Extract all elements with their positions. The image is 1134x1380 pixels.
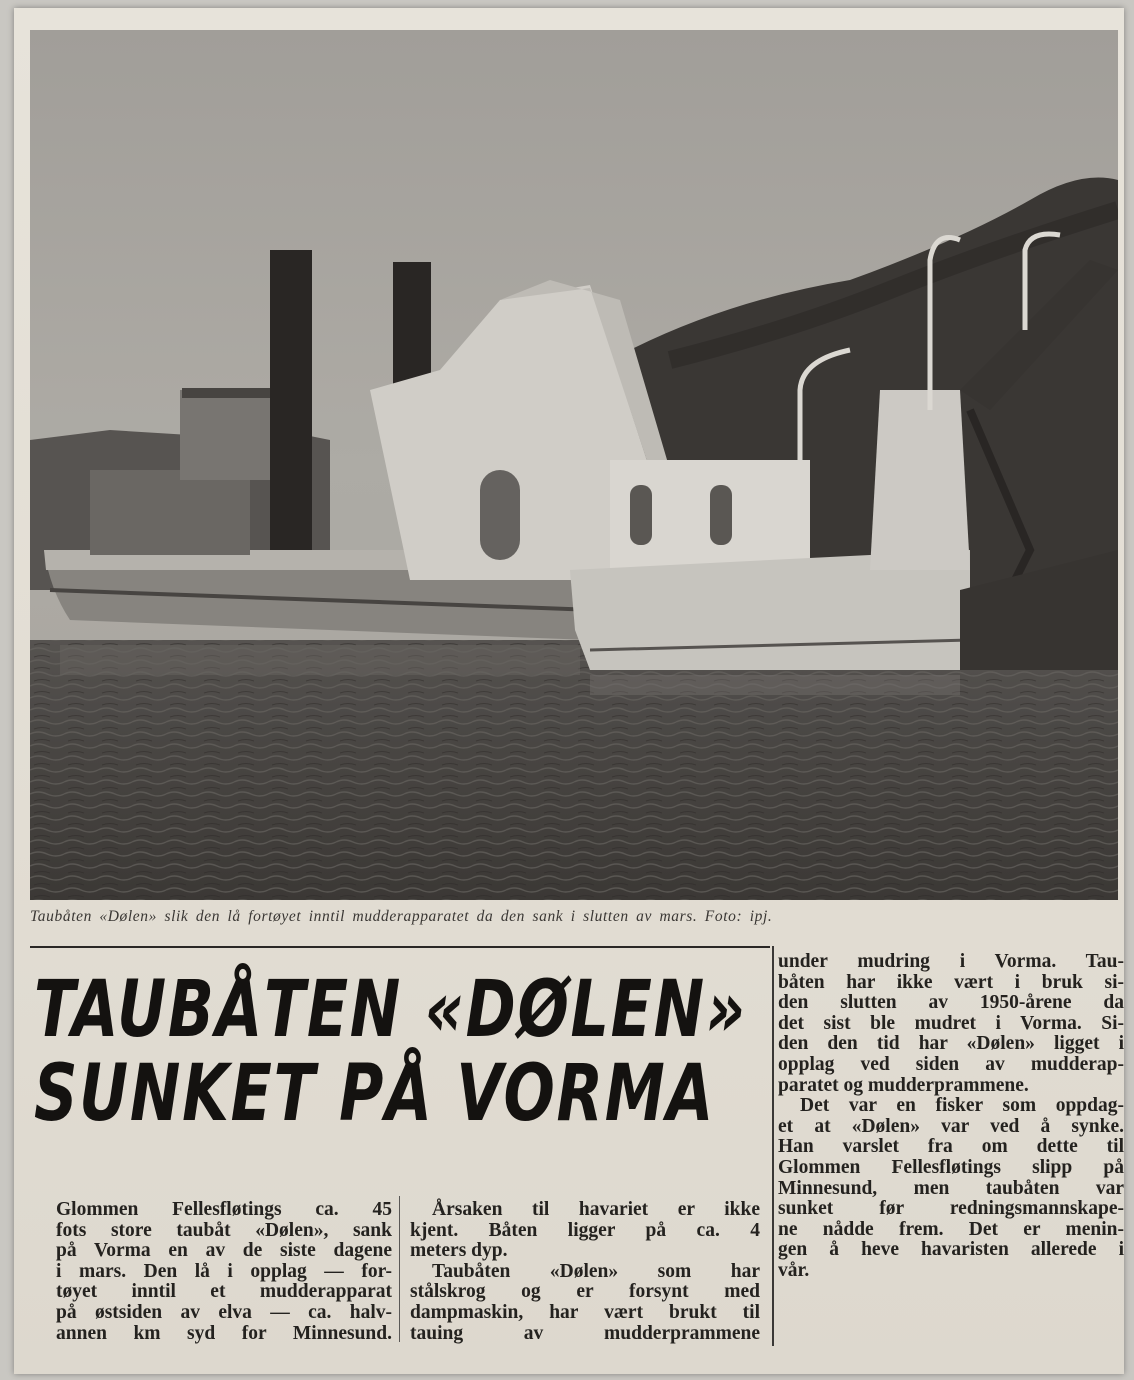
divider-vertical-columns <box>399 1196 400 1342</box>
text-line: vår. <box>778 1259 810 1281</box>
text-line: sunket før redningsmannskape- <box>778 1198 1124 1220</box>
newspaper-clipping <box>14 8 1124 1374</box>
text-line: Taubåten «Dølen» som har <box>432 1260 760 1282</box>
divider-horizontal <box>30 946 770 948</box>
text-line: tauing av mudderprammene <box>410 1322 760 1344</box>
photo-illustration <box>30 30 1118 900</box>
text-line: den slutten av 1950-årene da <box>778 992 1124 1014</box>
text-line: dampmaskin, har vært brukt til <box>410 1301 760 1323</box>
text-line: på Vorma en av de siste dagene <box>56 1240 392 1262</box>
text-line: meters dyp. <box>410 1240 508 1262</box>
text-line: Årsaken til havariet er ikke <box>432 1199 760 1220</box>
text-line: stålskrog og er forsynt med <box>410 1281 760 1303</box>
text-line: på østsiden av elva — ca. halv- <box>56 1301 392 1323</box>
text-line: ne nådde frem. Det er menin- <box>778 1218 1124 1240</box>
text-line: Glommen Fellesfløtings slipp på <box>778 1156 1124 1178</box>
text-line: den den tid har «Dølen» ligget i <box>778 1033 1124 1055</box>
photo-caption: Taubåten «Dølen» slik den lå fortøyet inntil mudderapparatet da den sank i slutten av mars. Foto: ipj. <box>30 908 773 925</box>
text-line: et at «Dølen» var ved å synke. <box>778 1115 1124 1137</box>
article-column-3 <box>778 952 1124 1282</box>
text-line: opplag ved siden av mudderap- <box>778 1053 1124 1075</box>
divider-vertical <box>772 946 774 1346</box>
news-photo <box>30 30 1118 900</box>
text-line: under mudring i Vorma. Tau- <box>778 951 1124 972</box>
text-line: kjent. Båten ligger på ca. 4 <box>410 1219 760 1241</box>
text-line: gen å heve havaristen allerede i <box>778 1239 1124 1261</box>
headline-line-2: SUNKET PÅ VORMA <box>34 1049 715 1139</box>
text-line: det sist ble mudret i Vorma. Si- <box>778 1012 1124 1034</box>
article-column-2 <box>410 1200 760 1344</box>
text-line: Han varslet fra om dette til <box>778 1136 1124 1158</box>
text-line: paratet og mudderprammene. <box>778 1074 1029 1096</box>
text-line: fots store taubåt «Dølen», sank <box>56 1219 392 1241</box>
article-column-1 <box>56 1200 392 1344</box>
headline-line-1: TAUBÅTEN «DØLEN» <box>34 965 747 1055</box>
text-line: Det var en fisker som oppdag- <box>800 1095 1124 1117</box>
text-line: annen km syd for Minnesund. <box>56 1322 392 1344</box>
text-line: i mars. Den lå i opplag — for- <box>56 1260 392 1282</box>
text-line: Glommen Fellesfløtings ca. 45 <box>56 1199 392 1220</box>
text-line: Minnesund, men taubåten var <box>778 1177 1124 1199</box>
text-line: båten har ikke vært i bruk si- <box>778 971 1124 993</box>
text-line: tøyet inntil et mudderapparat <box>56 1281 392 1303</box>
headline <box>34 965 756 1139</box>
